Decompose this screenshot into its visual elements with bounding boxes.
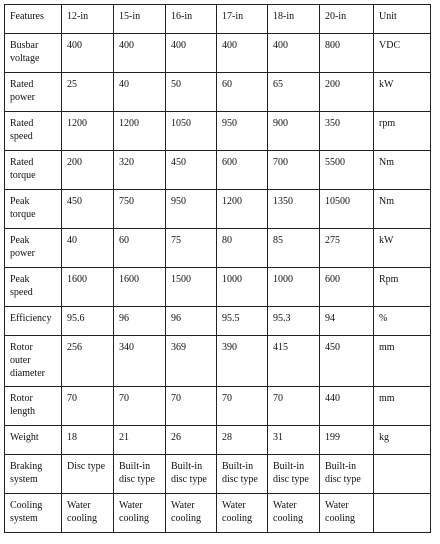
table-cell: Built-in disc type (268, 455, 320, 494)
row-label: Rated power (5, 73, 62, 112)
table-cell (374, 455, 431, 494)
table-cell: Water cooling (166, 494, 217, 533)
table-cell: 600 (320, 268, 374, 307)
table-cell: 415 (268, 336, 320, 387)
row-label: Weight (5, 426, 62, 455)
row-label: Peak power (5, 229, 62, 268)
table-cell: 75 (166, 229, 217, 268)
row-label: Braking system (5, 455, 62, 494)
table-row (5, 387, 431, 426)
table-cell: 199 (320, 426, 374, 455)
table-cell: 70 (166, 387, 217, 426)
row-label: Rated torque (5, 151, 62, 190)
table-cell: 350 (320, 112, 374, 151)
column-header: 20-in (320, 5, 374, 34)
table-row (5, 268, 431, 307)
table-cell: Nm (374, 151, 431, 190)
table-cell: 85 (268, 229, 320, 268)
table-cell: rpm (374, 112, 431, 151)
table-cell: 50 (166, 73, 217, 112)
column-header: Unit (374, 5, 431, 34)
table-cell: 450 (320, 336, 374, 387)
table-cell: 1500 (166, 268, 217, 307)
table-cell: 900 (268, 112, 320, 151)
spec-table-container (4, 4, 431, 533)
table-body (5, 5, 431, 533)
row-label: Rotor outer diameter (5, 336, 62, 387)
table-cell: 21 (114, 426, 166, 455)
table-row (5, 426, 431, 455)
table-cell: Nm (374, 190, 431, 229)
column-header: 15-in (114, 5, 166, 34)
row-label: Efficiency (5, 307, 62, 336)
table-cell (374, 494, 431, 533)
table-cell: 96 (114, 307, 166, 336)
table-cell: Water cooling (62, 494, 114, 533)
table-cell: 750 (114, 190, 166, 229)
table-cell: 95.5 (217, 307, 268, 336)
table-row (5, 190, 431, 229)
table-cell: 80 (217, 229, 268, 268)
table-cell: 400 (166, 34, 217, 73)
table-cell: 800 (320, 34, 374, 73)
table-cell: 390 (217, 336, 268, 387)
table-row (5, 336, 431, 387)
table-cell: 950 (166, 190, 217, 229)
row-label: Peak speed (5, 268, 62, 307)
table-cell: 94 (320, 307, 374, 336)
row-label: Cooling system (5, 494, 62, 533)
table-row (5, 112, 431, 151)
table-cell: 40 (114, 73, 166, 112)
table-row (5, 455, 431, 494)
table-cell: % (374, 307, 431, 336)
table-cell: Water cooling (320, 494, 374, 533)
table-header-row (5, 5, 431, 34)
table-cell: 340 (114, 336, 166, 387)
table-cell: kW (374, 229, 431, 268)
table-cell: 450 (62, 190, 114, 229)
table-cell: 700 (268, 151, 320, 190)
table-cell: Water cooling (268, 494, 320, 533)
table-cell: 65 (268, 73, 320, 112)
table-cell: VDC (374, 34, 431, 73)
table-cell: 200 (320, 73, 374, 112)
column-header: 18-in (268, 5, 320, 34)
table-cell: 70 (62, 387, 114, 426)
table-cell: 70 (217, 387, 268, 426)
table-cell: 1200 (114, 112, 166, 151)
table-cell: 70 (114, 387, 166, 426)
table-cell: 26 (166, 426, 217, 455)
row-label: Peak torque (5, 190, 62, 229)
table-cell: 95.3 (268, 307, 320, 336)
table-cell: 1050 (166, 112, 217, 151)
table-cell: 1600 (62, 268, 114, 307)
table-cell: 70 (268, 387, 320, 426)
table-cell: 1200 (62, 112, 114, 151)
table-cell: 18 (62, 426, 114, 455)
table-cell: 1600 (114, 268, 166, 307)
table-cell: 10500 (320, 190, 374, 229)
table-cell: Built-in disc type (166, 455, 217, 494)
table-cell: 450 (166, 151, 217, 190)
table-row (5, 229, 431, 268)
table-cell: Rpm (374, 268, 431, 307)
column-header: 12-in (62, 5, 114, 34)
table-cell: Water cooling (217, 494, 268, 533)
table-cell: 25 (62, 73, 114, 112)
table-cell: kg (374, 426, 431, 455)
row-label: Rotor length (5, 387, 62, 426)
table-cell: 369 (166, 336, 217, 387)
table-cell: Disc type (62, 455, 114, 494)
column-header: 16-in (166, 5, 217, 34)
table-row (5, 34, 431, 73)
table-cell: Water cooling (114, 494, 166, 533)
column-header: 17-in (217, 5, 268, 34)
row-label: Rated speed (5, 112, 62, 151)
table-row (5, 151, 431, 190)
table-cell: 28 (217, 426, 268, 455)
table-cell: 440 (320, 387, 374, 426)
table-cell: 400 (217, 34, 268, 73)
table-cell: 600 (217, 151, 268, 190)
table-row (5, 494, 431, 533)
table-cell: 5500 (320, 151, 374, 190)
table-cell: Built-in disc type (320, 455, 374, 494)
table-cell: 1350 (268, 190, 320, 229)
table-row (5, 307, 431, 336)
table-cell: 60 (114, 229, 166, 268)
table-cell: 1000 (268, 268, 320, 307)
table-cell: Built-in disc type (114, 455, 166, 494)
table-cell: 256 (62, 336, 114, 387)
table-cell: 950 (217, 112, 268, 151)
table-cell: mm (374, 387, 431, 426)
table-cell: 40 (62, 229, 114, 268)
table-cell: kW (374, 73, 431, 112)
table-cell: Built-in disc type (217, 455, 268, 494)
table-cell: 275 (320, 229, 374, 268)
table-cell: 400 (114, 34, 166, 73)
motor-spec-table (4, 4, 431, 533)
row-label: Busbar voltage (5, 34, 62, 73)
table-cell: 1200 (217, 190, 268, 229)
table-cell: 400 (62, 34, 114, 73)
table-cell: 31 (268, 426, 320, 455)
table-cell: 320 (114, 151, 166, 190)
table-cell: 60 (217, 73, 268, 112)
table-cell: 200 (62, 151, 114, 190)
column-header: Features (5, 5, 62, 34)
table-row (5, 73, 431, 112)
table-cell: 1000 (217, 268, 268, 307)
table-cell: 96 (166, 307, 217, 336)
table-cell: mm (374, 336, 431, 387)
table-cell: 400 (268, 34, 320, 73)
table-cell: 95.6 (62, 307, 114, 336)
